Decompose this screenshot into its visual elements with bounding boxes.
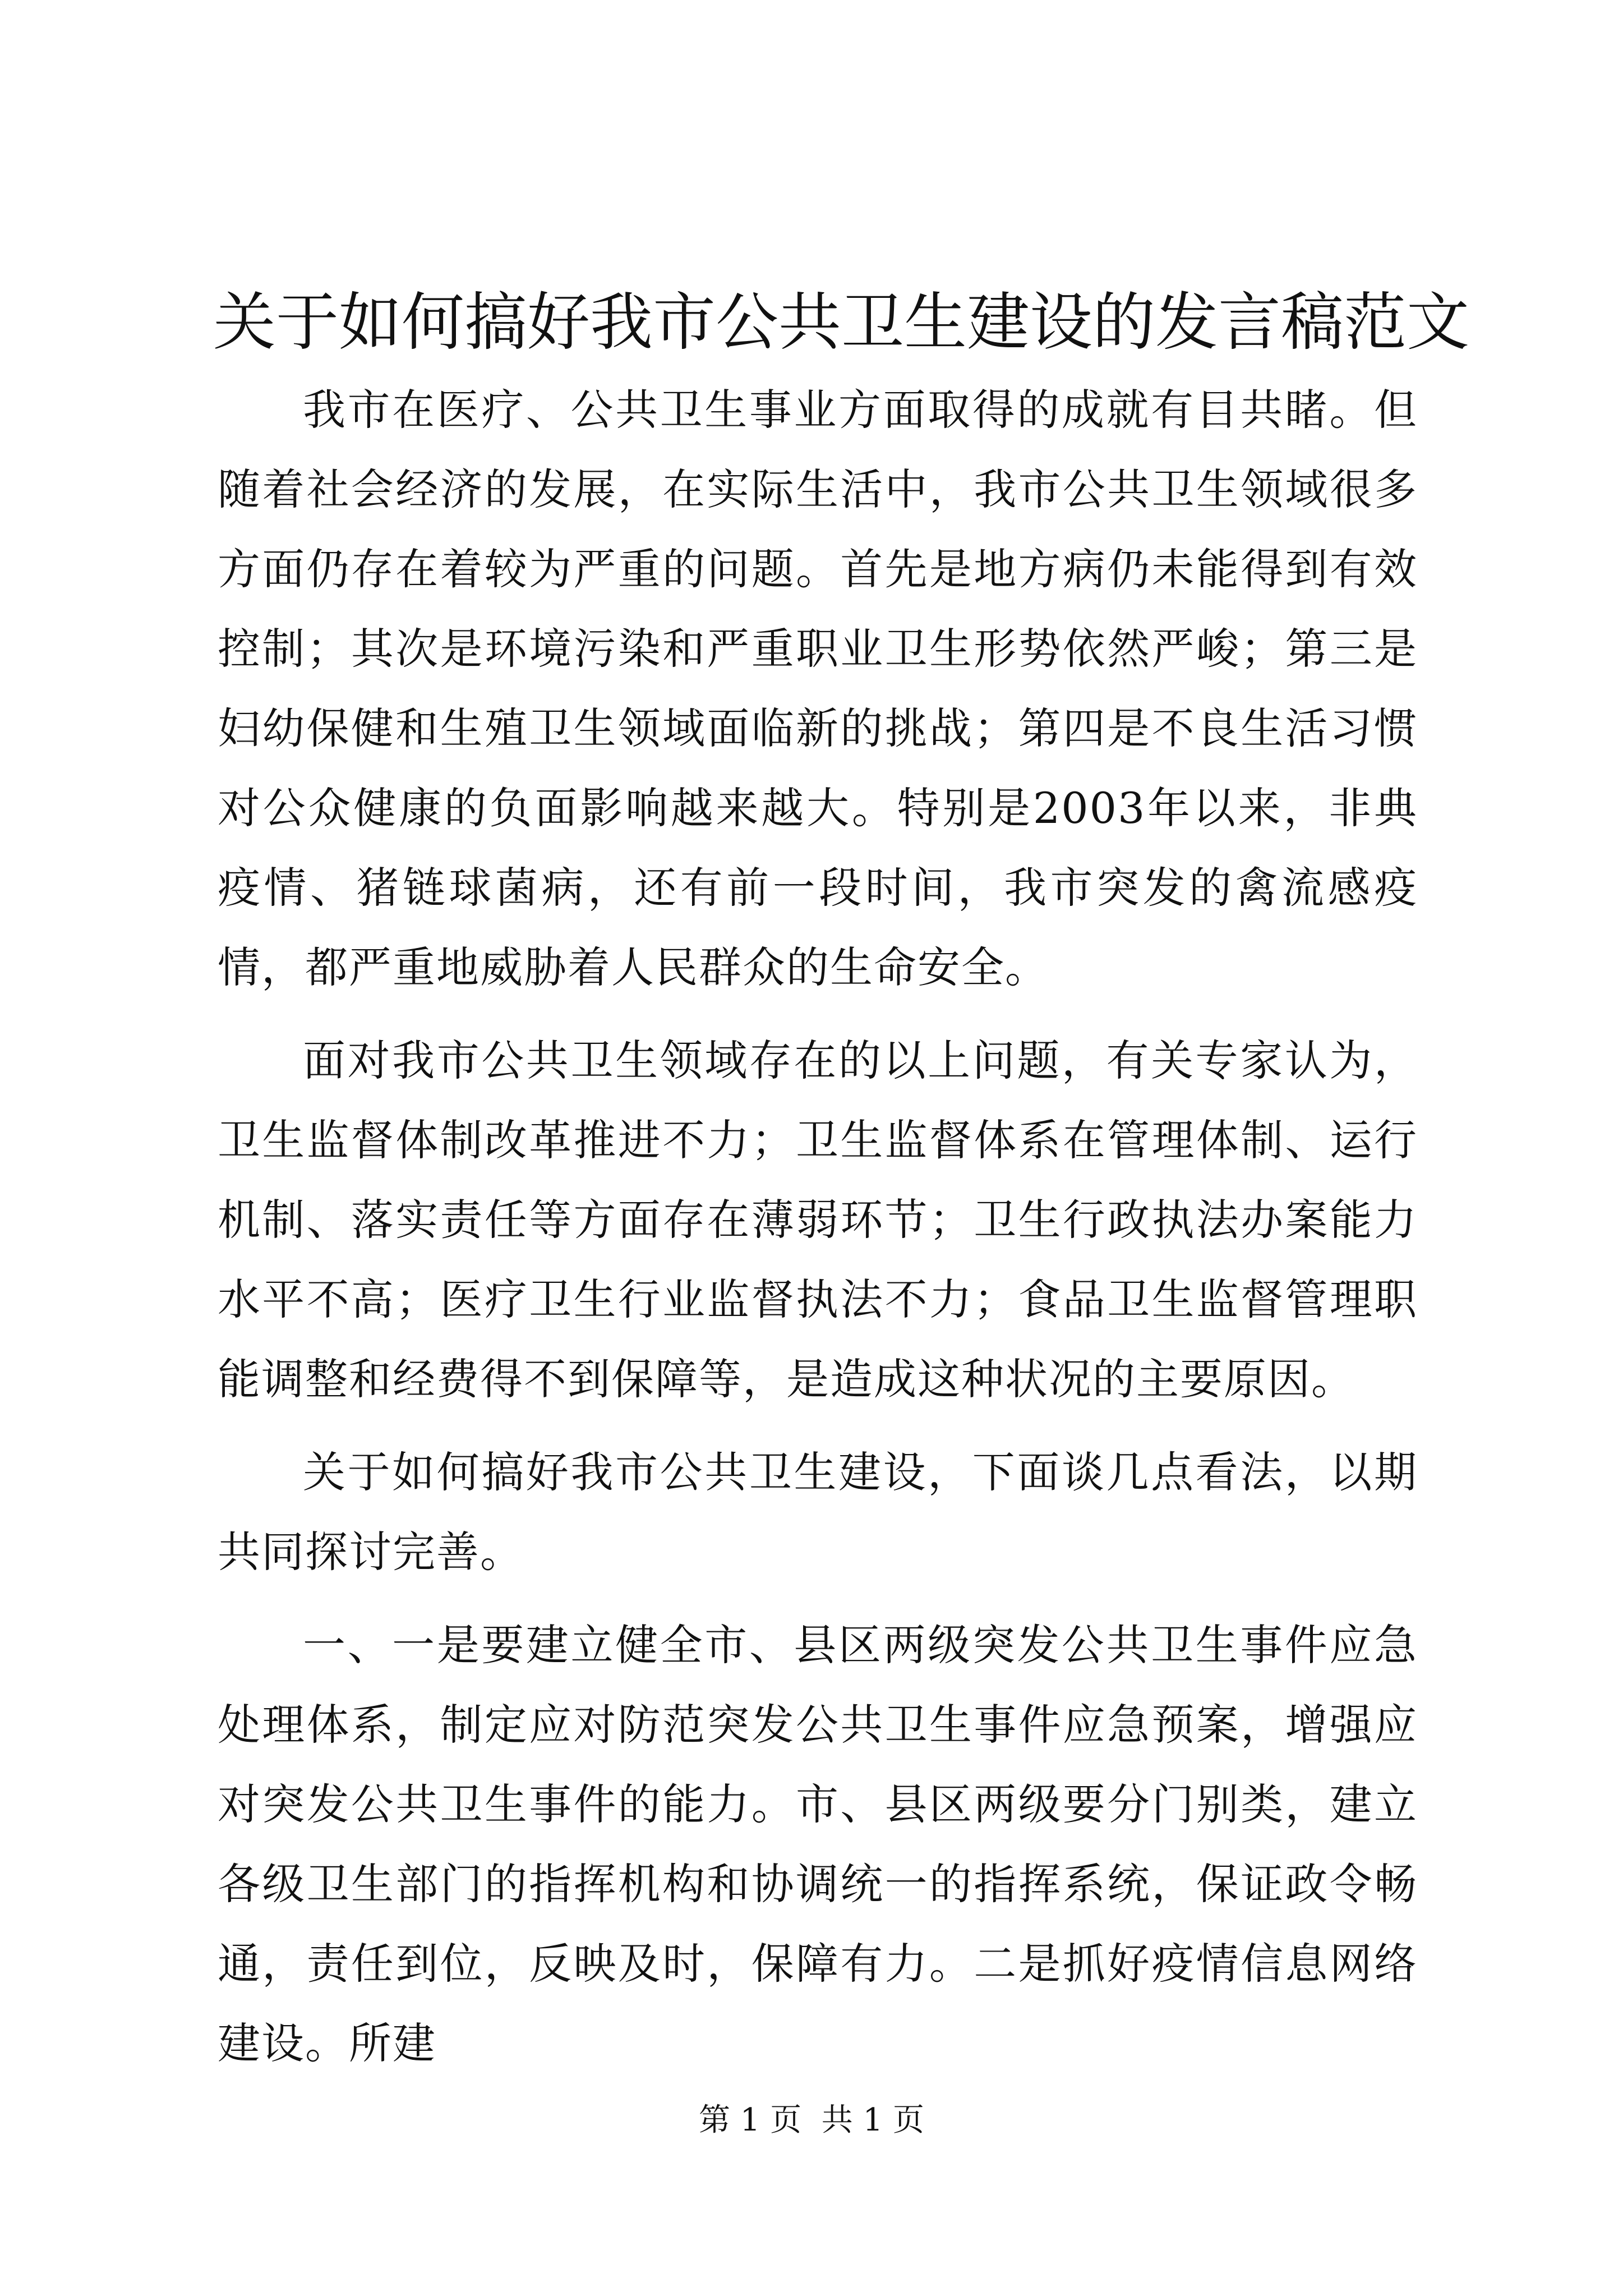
paragraph-3: 关于如何搞好我市公共卫生建设，下面谈几点看法，以期共同探讨完善。: [218, 1447, 1418, 1577]
page-number-label: 第 1 页 共 1 页: [698, 2102, 925, 2138]
paragraph-1: 我市在医疗、公共卫生事业方面取得的成就有目共睹。但随着社会经济的发展，在实际生活中，我市公共卫生领域很多方面仍存在着较为严重的问题。首先是地方病仍未能得到有效控制；其次是环境污染和严重职业卫生形势依然严峻；第三是妇幼保健和生殖卫生领域面临新的挑战；第四是不良生活习惯对公众健康的负面影响越来越大。特别是2003年以来，非典疫情、猪链球菌病，还有前一段时间，我市突发的禽流感疫情，都严重地威胁着人民群众的生命安全。: [218, 385, 1418, 992]
document-body: [218, 370, 1418, 2097]
page-footer: [0, 2101, 1623, 2140]
paragraph-2: 面对我市公共卫生领域存在的以上问题，有关专家认为，卫生监督体制改革推进不力；卫生监督体系在管理体制、运行机制、落实责任等方面存在薄弱环节；卫生行政执法办案能力水平不高；医疗卫生行业监督执法不力；食品卫生监督管理职能调整和经费得不到保障等，是造成这种状况的主要原因。: [218, 1036, 1418, 1404]
paragraph-4: 一、一是要建立健全市、县区两级突发公共卫生事件应急处理体系，制定应对防范突发公共卫生事件应急预案，增强应对突发公共卫生事件的能力。市、县区两级要分门别类，建立各级卫生部门的指挥机构和协调统一的指挥系统，保证政令畅通，责任到位，反映及时，保障有力。二是抓好疫情信息网络建设。所建: [218, 1620, 1418, 2068]
document-title: 关于如何搞好我市公共卫生建设的发言稿范文: [213, 286, 1469, 359]
